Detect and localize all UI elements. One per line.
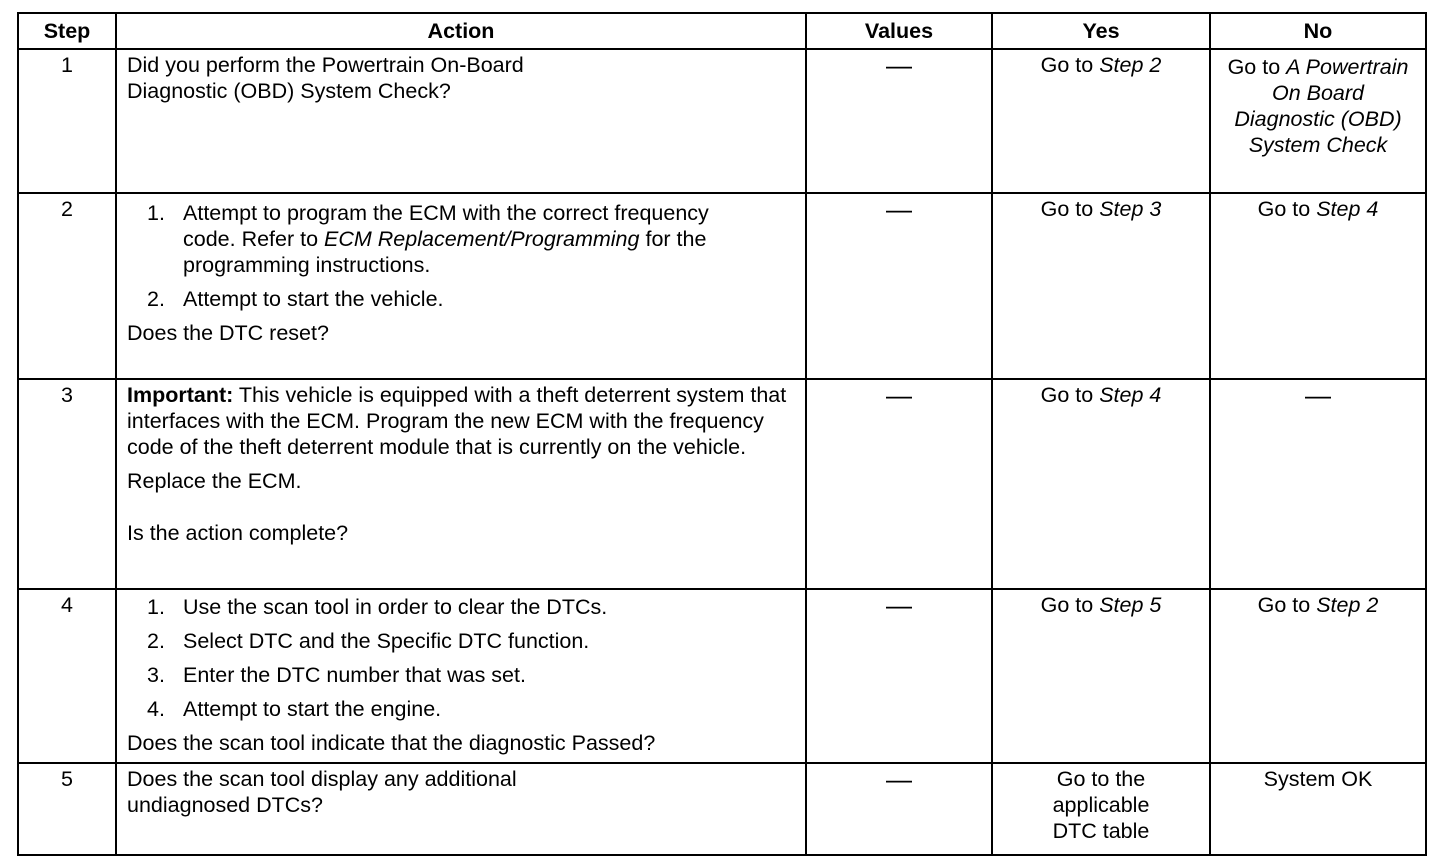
header-row bbox=[18, 13, 1426, 49]
yes-cell bbox=[992, 193, 1210, 379]
action-cell bbox=[116, 379, 806, 589]
table-row-step-3 bbox=[18, 379, 1426, 589]
list-item-text: for the programming instructions. bbox=[183, 227, 707, 277]
action-question: Does the DTC reset? bbox=[127, 321, 329, 345]
yes-cell bbox=[992, 589, 1210, 763]
action-list bbox=[127, 594, 795, 722]
step-number: 2 bbox=[18, 193, 116, 379]
header-step: Step bbox=[18, 13, 116, 49]
table-row-step-1 bbox=[18, 49, 1426, 193]
yes-cell bbox=[992, 379, 1210, 589]
no-link-step-2[interactable]: Step 2 bbox=[1316, 593, 1379, 617]
no-cell bbox=[1210, 589, 1426, 763]
yes-prefix: Go to bbox=[1040, 593, 1094, 617]
yes-link-step-3[interactable]: Step 3 bbox=[1099, 197, 1162, 221]
header-no: No bbox=[1210, 13, 1426, 49]
important-text: This vehicle is equipped with a theft deterrent system that interfaces with the ECM. Program the new ECM with the frequency code of the theft deterrent module that is currently on the vehicle. bbox=[127, 383, 787, 459]
action-instruction: Replace the ECM. bbox=[127, 469, 302, 493]
diagnostic-table bbox=[17, 12, 1427, 856]
yes-prefix: Go to bbox=[1040, 383, 1094, 407]
no-prefix: Go to bbox=[1227, 55, 1281, 79]
list-item: 2. Select DTC and the Specific DTC function. bbox=[147, 629, 590, 653]
no-cell: — bbox=[1210, 379, 1426, 589]
no-cell bbox=[1210, 49, 1426, 193]
no-cell: System OK bbox=[1210, 763, 1426, 855]
yes-prefix: Go to bbox=[1040, 53, 1094, 77]
important-label: Important: bbox=[127, 383, 234, 407]
step-number: 1 bbox=[18, 49, 116, 193]
list-item: 4. Attempt to start the engine. bbox=[147, 697, 442, 721]
ecm-programming-link[interactable]: ECM Replacement/Programming bbox=[324, 227, 640, 251]
values-cell: — bbox=[806, 589, 992, 763]
action-question: Does the scan tool indicate that the diagnostic Passed? bbox=[127, 731, 656, 755]
yes-link-step-2[interactable]: Step 2 bbox=[1099, 53, 1162, 77]
list-item-number: 2. bbox=[147, 287, 165, 311]
yes-link-step-4[interactable]: Step 4 bbox=[1099, 383, 1162, 407]
action-question: Does the scan tool display any additional undiagnosed DTCs? bbox=[127, 767, 517, 817]
list-item-text: Attempt to program the ECM with the correct frequency code. Refer to bbox=[183, 201, 709, 251]
values-cell: — bbox=[806, 379, 992, 589]
action-question: Is the action complete? bbox=[127, 521, 349, 545]
yes-cell bbox=[992, 49, 1210, 193]
no-prefix: Go to bbox=[1257, 197, 1311, 221]
list-item: 1. Use the scan tool in order to clear the DTCs. bbox=[147, 595, 608, 619]
list-item-text: Enter the DTC number that was set. bbox=[183, 663, 526, 687]
list-item: 3. Enter the DTC number that was set. bbox=[147, 663, 526, 687]
step-number: 4 bbox=[18, 589, 116, 763]
action-cell bbox=[116, 49, 806, 193]
list-item-text: Select DTC and the Specific DTC function. bbox=[183, 629, 590, 653]
list-item-text: Attempt to start the engine. bbox=[183, 697, 442, 721]
values-cell: — bbox=[806, 763, 992, 855]
table-row-step-5 bbox=[18, 763, 1426, 855]
no-prefix: Go to bbox=[1257, 593, 1311, 617]
list-item-number: 1. bbox=[147, 201, 165, 225]
list-item-text: Use the scan tool in order to clear the DTCs. bbox=[183, 595, 608, 619]
table-row-step-2 bbox=[18, 193, 1426, 379]
header-values: Values bbox=[806, 13, 992, 49]
list-item bbox=[147, 286, 795, 312]
yes-prefix: Go to bbox=[1040, 197, 1094, 221]
header-yes: Yes bbox=[992, 13, 1210, 49]
yes-link-step-5[interactable]: Step 5 bbox=[1099, 593, 1162, 617]
no-link-step-4[interactable]: Step 4 bbox=[1316, 197, 1379, 221]
no-cell bbox=[1210, 193, 1426, 379]
values-cell: — bbox=[806, 193, 992, 379]
action-question: Did you perform the Powertrain On-Board Diagnostic (OBD) System Check? bbox=[127, 53, 524, 103]
step-number: 5 bbox=[18, 763, 116, 855]
action-list bbox=[127, 200, 795, 312]
step-number: 3 bbox=[18, 379, 116, 589]
action-cell bbox=[116, 193, 806, 379]
yes-dtc-table-link[interactable]: Go to the applicable DTC table bbox=[1052, 767, 1150, 843]
action-cell bbox=[116, 589, 806, 763]
header-action: Action bbox=[116, 13, 806, 49]
list-item-text: Attempt to start the vehicle. bbox=[183, 287, 444, 311]
no-link-obd-system-check[interactable]: A Powertrain On Board Diagnostic (OBD) System Check bbox=[1234, 55, 1409, 157]
action-cell bbox=[116, 763, 806, 855]
table-row-step-4 bbox=[18, 589, 1426, 763]
yes-cell bbox=[992, 763, 1210, 855]
important-note bbox=[127, 382, 795, 460]
list-item bbox=[147, 200, 795, 278]
values-cell: — bbox=[806, 49, 992, 193]
